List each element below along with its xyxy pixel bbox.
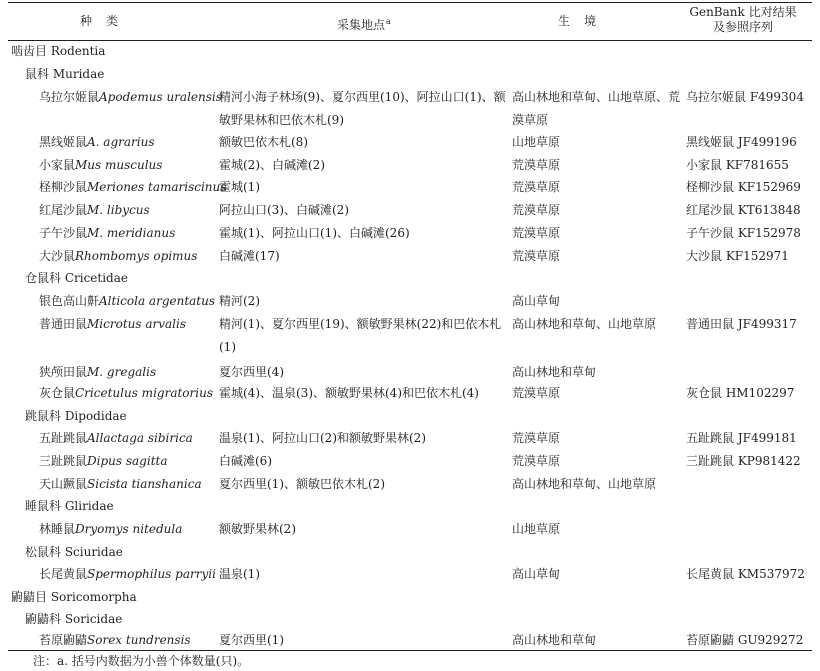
species-chinese-name: 乌拉尔姬鼠 [39,90,100,104]
species-name [39,629,191,652]
species-chinese-name: 黑线姬鼠 [39,135,88,149]
species-chinese-name: 林睡鼠 [39,522,76,536]
genbank-reference: 小家鼠 KF781655 [686,158,789,172]
family-name: 松鼠科 Sciuridae [25,545,123,559]
species-name [39,290,215,313]
collection-site: 夏尔西里(4) [219,365,284,379]
species-latin-name: A. agrarius [87,135,155,149]
order-name: 鼩鼱目 Soricomorpha [11,590,137,604]
species-latin-name: Dryomys nitedula [75,522,183,536]
genbank-reference: 普通田鼠 JF499317 [686,317,797,331]
collection-site: 阿拉山口(3)、白碱滩(2) [219,203,349,217]
collection-site: 白碱滩(17) [219,249,280,263]
species-name [39,176,226,199]
habitat: 高山林地和草甸、山地草原 [512,317,657,331]
header-genbank-line2: 及参照序列 [712,20,773,34]
species-latin-name: Allactaga sibirica [87,431,193,445]
species-name [39,222,175,245]
species-chinese-name: 灰仓鼠 [39,386,76,400]
habitat: 荒漠草原 [512,226,561,240]
habitat: 荒漠草原 [512,431,561,445]
species-latin-name: M. libycus [87,203,150,217]
habitat: 高山草甸 [512,567,561,581]
collection-site: 精河小海子林场(9)、夏尔西里(10)、阿拉山口(1)、额敏野果林和巴依木札(9) [219,90,506,127]
collection-site: 额敏巴依木札(8) [219,135,308,149]
species-chinese-name: 苔原鼩鼱 [39,633,88,647]
species-name [39,245,197,268]
habitat: 荒漠草原 [512,454,561,468]
family-name: 仓鼠科 Cricetidae [25,271,128,285]
habitat: 荒漠草原 [512,203,561,217]
collection-site: 额敏野果林(2) [219,522,296,536]
habitat: 高山林地和草甸 [512,633,597,647]
collection-site: 霍城(1) [219,180,260,194]
genbank-reference: 大沙鼠 KF152971 [686,249,789,263]
order-name: 啮齿目 Rodentia [11,44,106,58]
genbank-reference: 柽柳沙鼠 KF152969 [686,180,801,194]
species-name [39,427,193,450]
species-latin-name: Spermophilus parryii [87,567,216,581]
habitat: 高山草甸 [512,294,561,308]
species-chinese-name: 五趾跳鼠 [39,431,88,445]
species-latin-name: M. gregalis [87,365,157,379]
habitat: 荒漠草原 [512,180,561,194]
genbank-reference: 乌拉尔姬鼠 F499304 [686,90,804,104]
species-name [39,361,156,384]
table-bottom-rule [8,650,812,651]
genbank-reference: 子午沙鼠 KF152978 [686,226,801,240]
habitat: 高山林地和草甸 [512,365,597,379]
header-genbank [678,5,808,35]
family-name: 跳鼠科 Dipodidae [25,409,127,423]
habitat: 高山林地和草甸、山地草原 [512,477,657,491]
habitat: 山地草原 [512,135,561,149]
species-name [39,313,186,336]
collection-site: 温泉(1) [219,567,260,581]
header-species: 种类 [80,14,133,28]
species-latin-name: Alticola argentatus [99,294,216,308]
species-latin-name: Dipus sagitta [87,454,168,468]
collection-site: 霍城(2)、白碱滩(2) [219,158,325,172]
header-site-footnote-mark: a [386,17,391,26]
species-chinese-name: 小家鼠 [39,158,76,172]
species-name [39,563,216,586]
collection-site: 霍城(1)、阿拉山口(1)、白碱滩(26) [219,226,410,240]
species-chinese-name: 长尾黄鼠 [39,567,88,581]
species-latin-name: Apodemus uralensis [99,90,222,104]
table-footnote: 注：a. 括号内数据为小兽个体数量(只)。 [33,654,250,668]
species-latin-name: M. meridianus [87,226,176,240]
genbank-reference: 苔原鼩鼱 GU929272 [686,633,804,647]
genbank-reference: 黑线姬鼠 JF499196 [686,135,797,149]
family-name: 睡鼠科 Gliridae [25,499,114,513]
genbank-reference: 红尾沙鼠 KT613848 [686,203,801,217]
collection-site: 夏尔西里(1) [219,633,284,647]
species-chinese-name: 红尾沙鼠 [39,203,88,217]
species-name [39,450,168,473]
genbank-reference: 五趾跳鼠 JF499181 [686,431,797,445]
collection-site: 夏尔西里(1)、额敏巴依木札(2) [219,477,385,491]
species-name [39,518,182,541]
species-chinese-name: 柽柳沙鼠 [39,180,88,194]
genbank-reference: 灰仓鼠 HM102297 [686,386,795,400]
header-habitat: 生境 [558,14,611,28]
header-rule [8,40,812,41]
species-name [39,382,213,405]
species-chinese-name: 普通田鼠 [39,317,88,331]
species-latin-name: Microtus arvalis [87,317,187,331]
family-name: 鼩鼱科 Soricidae [25,612,123,626]
species-latin-name: Meriones tamariscinus [87,180,227,194]
species-chinese-name: 狭颅田鼠 [39,365,88,379]
habitat: 山地草原 [512,522,561,536]
species-latin-name: Mus musculus [75,158,163,172]
header-collection-site-label: 采集地点 [337,18,386,32]
species-chinese-name: 子午沙鼠 [39,226,88,240]
family-name: 鼠科 Muridae [25,67,105,81]
collection-site: 精河(2) [219,294,260,308]
habitat: 荒漠草原 [512,386,561,400]
species-chinese-name: 银色高山鼾 [39,294,100,308]
genbank-reference: 长尾黄鼠 KM537972 [686,567,805,581]
species-latin-name: Sorex tundrensis [87,633,191,647]
species-chinese-name: 三趾跳鼠 [39,454,88,468]
habitat: 荒漠草原 [512,158,561,172]
genbank-reference: 三趾跳鼠 KP981422 [686,454,801,468]
collection-site: 温泉(1)、阿拉山口(2)和额敏野果林(2) [219,431,426,445]
species-chinese-name: 天山蹶鼠 [39,477,88,491]
collection-site: 精河(1)、夏尔西里(19)、额敏野果林(22)和巴依木札(1) [219,317,502,354]
header-collection-site [337,14,391,33]
species-name [39,86,222,109]
species-latin-name: Rhombomys opimus [75,249,198,263]
species-chinese-name: 大沙鼠 [39,249,76,263]
collection-site: 霍城(4)、温泉(3)、额敏野果林(4)和巴依木札(4) [219,386,479,400]
species-name [39,131,155,154]
habitat: 荒漠草原 [512,249,561,263]
header-genbank-line1: GenBank 比对结果 [689,5,797,19]
species-latin-name: Cricetulus migratorius [75,386,213,400]
habitat: 高山林地和草甸、山地草原、荒漠草原 [512,90,681,127]
collection-site: 白碱滩(6) [219,454,272,468]
species-name [39,473,202,496]
species-name [39,154,162,177]
table-top-rule [8,2,812,3]
species-name [39,199,150,222]
species-latin-name: Sicista tianshanica [87,477,202,491]
